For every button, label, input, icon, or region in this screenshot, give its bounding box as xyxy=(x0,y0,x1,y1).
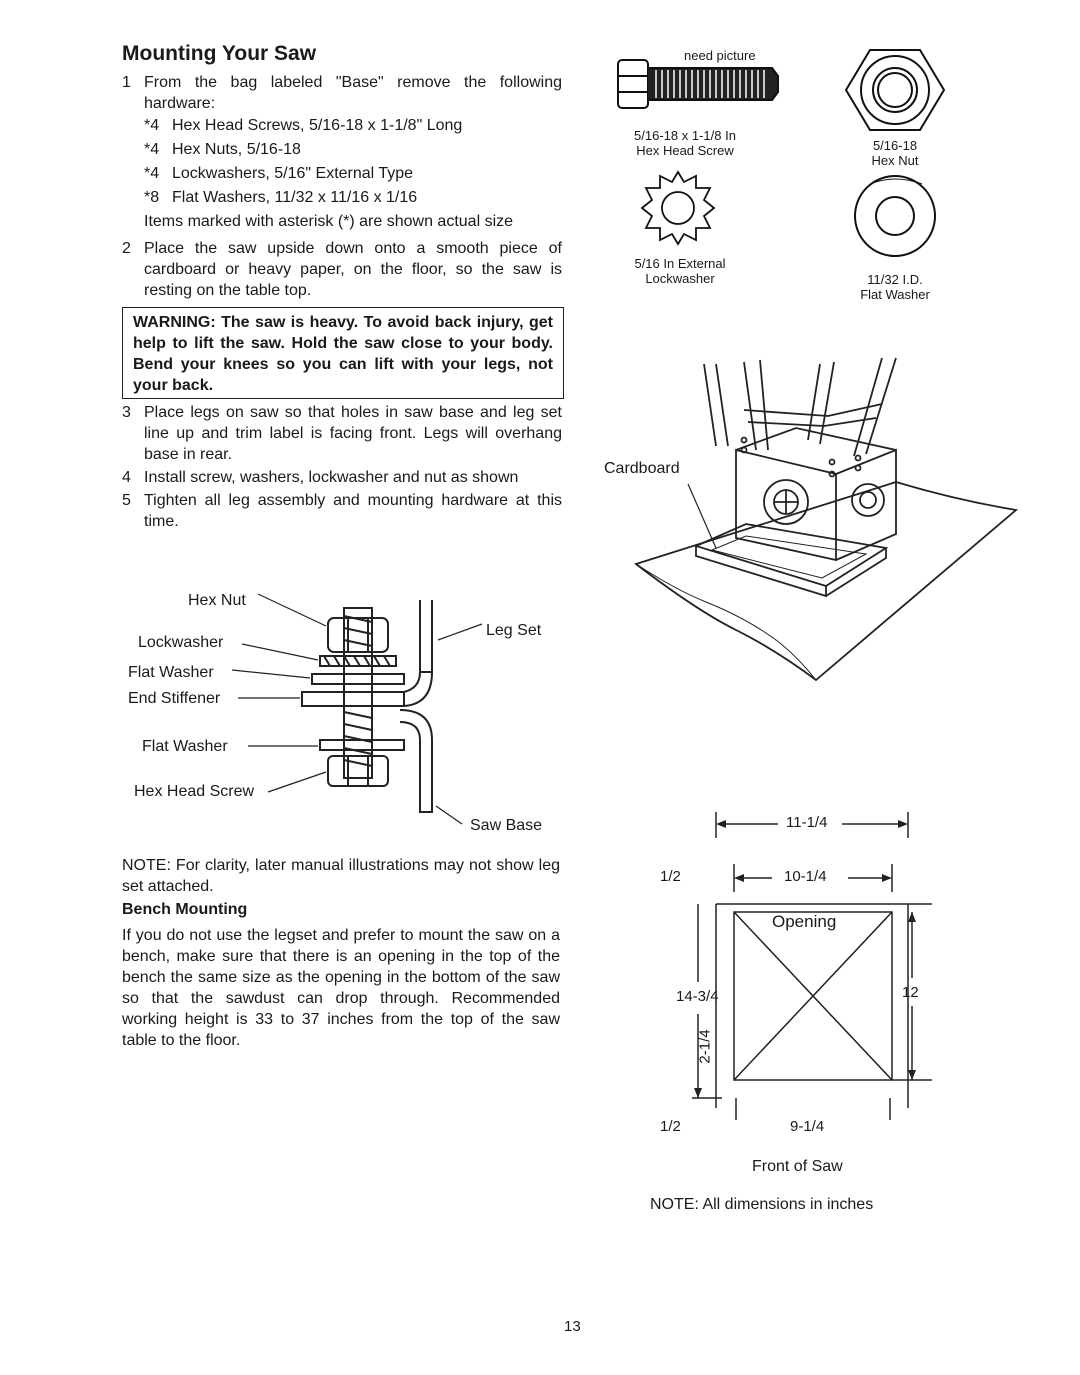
page-number: 13 xyxy=(564,1318,581,1335)
step-text: Place the saw upside down onto a smooth piece of cardboard or heavy paper, on the floor, so the saw is resting on the table top. xyxy=(144,240,562,299)
label-flat-washer-2: Flat Washer xyxy=(142,738,228,755)
step-5 xyxy=(122,490,562,532)
dim-top-outer: 11-1/4 xyxy=(786,814,828,831)
hardware-item: *4 Hex Head Screws, 5/16-18 x 1-1/8" Long xyxy=(144,117,463,134)
saw-on-cardboard-drawing xyxy=(596,350,1036,700)
opening-dimension-figure xyxy=(640,808,960,1135)
hex-nut-icon xyxy=(840,44,950,136)
flat-washer-size: 11/32 I.D. xyxy=(867,272,923,287)
screw-figure xyxy=(600,40,800,160)
label-saw-base: Saw Base xyxy=(470,817,543,834)
lockwasher-figure xyxy=(600,166,770,290)
screw-name: Hex Head Screw xyxy=(636,143,734,158)
step-3 xyxy=(122,402,562,465)
label-flat-washer: Flat Washer xyxy=(128,664,214,681)
opening-label: Opening xyxy=(772,912,837,931)
lockwasher-name: Lockwasher xyxy=(645,271,715,286)
leg-assembly-drawing xyxy=(120,580,570,840)
label-hex-nut: Hex Nut xyxy=(188,592,246,609)
dim-left-margin: 1/2 xyxy=(660,868,681,885)
lockwasher-icon xyxy=(636,166,720,250)
step-text: Install screw, washers, lockwasher and nut as shown xyxy=(144,469,519,486)
dim-top-inner: 10-1/4 xyxy=(784,868,827,885)
nut-name: Hex Nut xyxy=(871,153,919,168)
figure-caption: Front of Saw xyxy=(752,1158,843,1175)
nut-size: 5/16-18 xyxy=(872,138,918,153)
dim-bottom-offset: 2-1/4 xyxy=(696,1029,714,1064)
step-1 xyxy=(122,72,562,114)
step-text: Place legs on saw so that holes in saw base and leg set line up and trim label is facing front. Legs will overhang base in rear. xyxy=(144,404,562,463)
step-number: 4 xyxy=(122,469,131,486)
hardware-item: *4 Lockwashers, 5/16" External Type xyxy=(144,165,414,182)
label-end-stiffener: End Stiffener xyxy=(128,690,221,707)
step-text: Tighten all leg assembly and mounting hardware at this time. xyxy=(144,492,562,530)
flat-washer-icon xyxy=(840,170,950,262)
page-title: Mounting Your Saw xyxy=(122,42,317,65)
saw-on-cardboard-figure xyxy=(596,350,1036,700)
step-2 xyxy=(122,238,562,301)
need-picture-note: need picture xyxy=(684,48,756,63)
lockwasher-size: 5/16 In External xyxy=(634,256,726,271)
step-number: 1 xyxy=(122,74,131,91)
flat-washer-name: Flat Washer xyxy=(860,287,930,302)
label-leg-set: Leg Set xyxy=(486,622,542,639)
dim-bottom-width: 9-1/4 xyxy=(790,1118,825,1135)
step-number: 5 xyxy=(122,492,131,509)
bench-mounting-heading: Bench Mounting xyxy=(122,901,248,918)
leg-assembly-figure xyxy=(120,580,570,840)
label-cardboard: Cardboard xyxy=(604,460,680,477)
clarity-note: NOTE: For clarity, later manual illustrations may not show leg set attached. xyxy=(122,857,560,895)
hardware-list xyxy=(144,114,564,234)
hex-head-screw-icon xyxy=(612,54,782,114)
asterisk-note: Items marked with asterisk (*) are shown actual size xyxy=(144,213,514,230)
bench-mounting-text: If you do not use the legset and prefer to mount the saw on a bench, make sure that there is an opening in the top of the bench the same size as the opening in the bottom of the saw so that the sawdust can drop through. Recommended working height is 33 to 37 inches from the top of the saw table to the floor. xyxy=(122,927,560,1049)
step-text: From the bag labeled "Base" remove the following hardware: xyxy=(144,74,562,112)
step-4 xyxy=(122,467,562,488)
hardware-item: *8 Flat Washers, 11/32 x 11/16 x 1/16 xyxy=(144,189,418,206)
dim-bottom-margin: 1/2 xyxy=(660,1118,681,1135)
screw-size: 5/16-18 x 1-1/8 In xyxy=(634,128,736,143)
step-number: 3 xyxy=(122,404,131,421)
opening-dimension-drawing xyxy=(640,808,960,1120)
label-hex-head-screw: Hex Head Screw xyxy=(134,783,255,800)
dim-right-height: 12 xyxy=(902,984,919,1001)
hardware-item: *4 Hex Nuts, 5/16-18 xyxy=(144,141,301,158)
hex-nut-figure xyxy=(840,44,950,170)
step-number: 2 xyxy=(122,240,131,257)
warning-box: WARNING: The saw is heavy. To avoid back injury, get help to lift the saw. Hold the saw close to your body. Bend your knees so you can lift with your legs, not your back. xyxy=(122,307,564,399)
flat-washer-figure xyxy=(840,170,950,306)
dim-left-height: 14-3/4 xyxy=(676,988,719,1005)
units-note: NOTE: All dimensions in inches xyxy=(650,1196,874,1213)
label-lockwasher: Lockwasher xyxy=(138,634,224,651)
